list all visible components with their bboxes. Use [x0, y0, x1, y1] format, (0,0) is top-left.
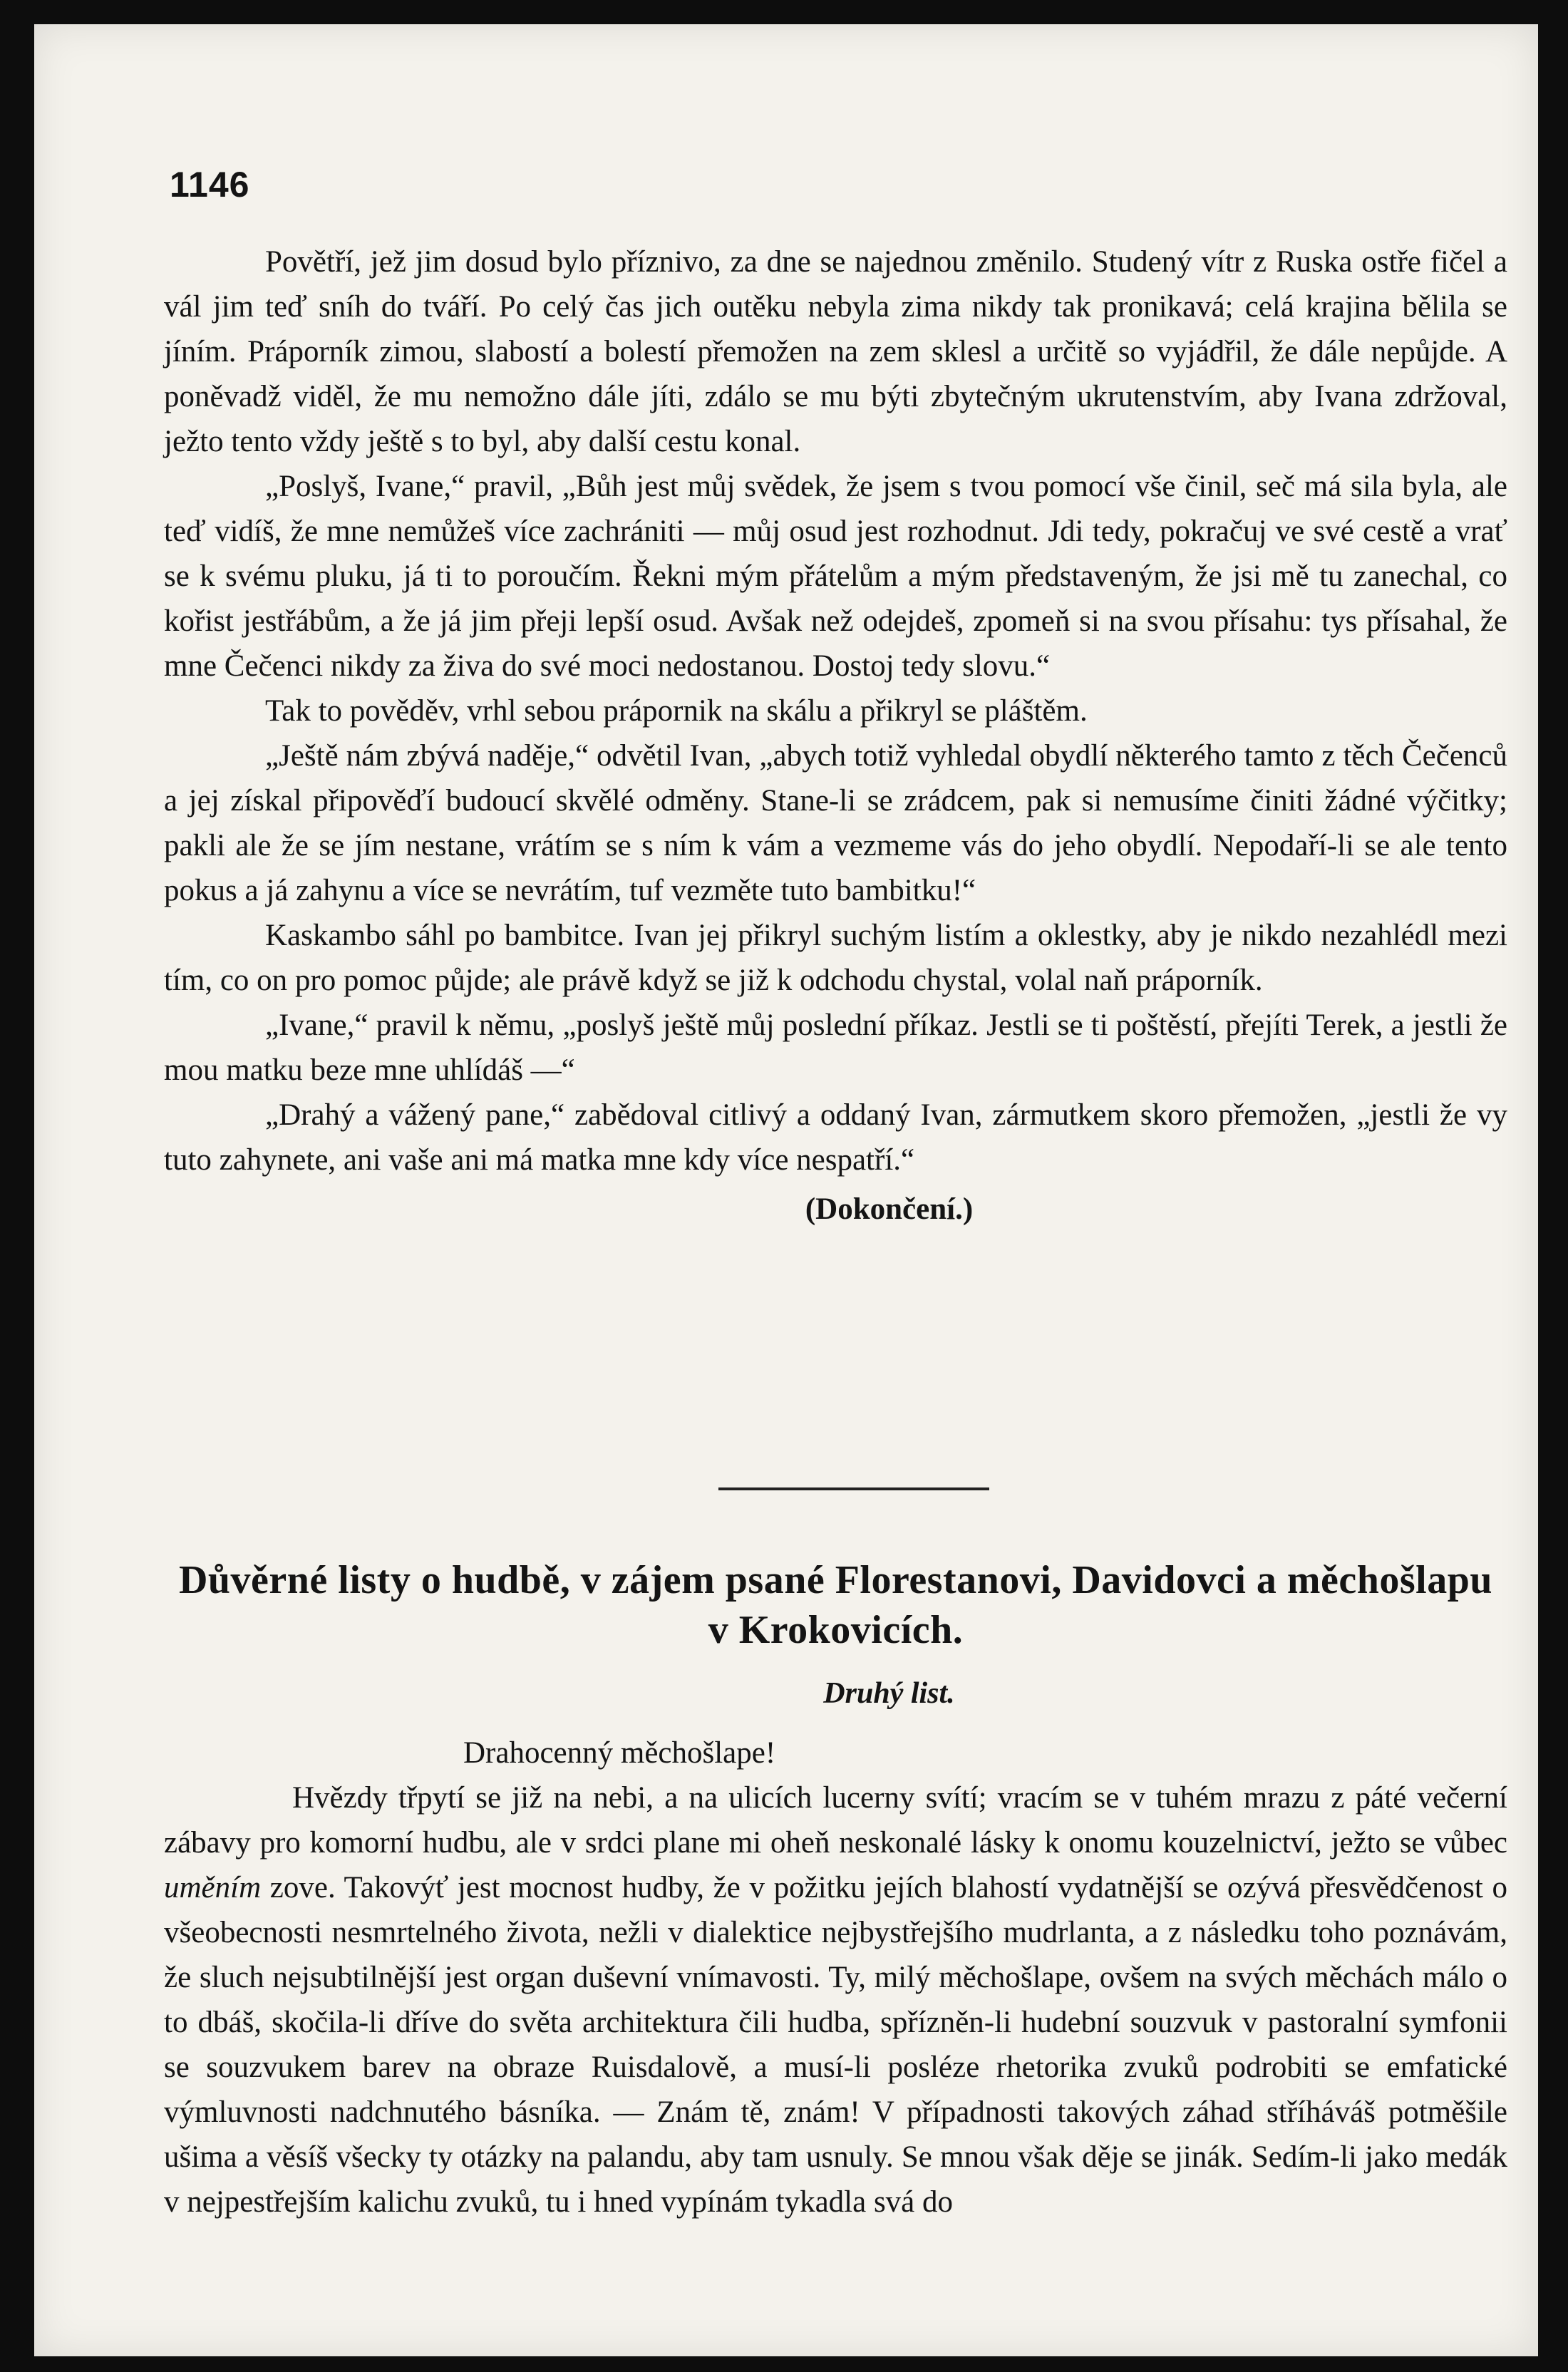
letter-body-text: zove. Takovýť jest mocnost hudby, že v požitku jejích blahostí vydatnější se ozývá přesvědčenost o všeobecnosti nesmrtelného života, nežli v dialektice nejbystřejšího mudrlanta, a z následku toho poznávám, že sluch nejsubtilnější jest organ duševní vnímavosti. Ty, milý měchošlape, ovšem na svých měchách málo o to dbáš, skočila-li dříve do světa architektura čili hudba, spřízněn-li hudební souzvuk v pastoralní symfonii se souzvukem barev na obraze Ruisdalově, a musí-li posléze rhetorika zvuků podrobiti se emfatické výmluvnosti nadchnutého básníka. — Znám tě, znám! V případnosti takových záhad stříháváš potměšile ušima a věsíš všecky ty otázky na palandu, aby tam usnuly. Se mnou však děje se jinák. Sedím-li jako medák v nejpestřejším kalichu zvuků, tu i hned vypínám tykadla svá do: [164, 1871, 1507, 2219]
story-paragraph: Tak to pověděv, vrhl sebou prápornik na skálu a přikryl se pláštěm.: [265, 694, 1088, 728]
letter-salutation: Drahocenný měchošlape!: [463, 1736, 776, 1770]
article-heading: [164, 1555, 1507, 1655]
story-paragraph: „Drahý a vážený pane,“ zabědoval citlivý a oddaný Ivan, zármutkem skoro přemožen, „jestli že vy tuto zahynete, ani vaše ani má matka mne kdy více nespatří.“: [164, 1098, 1507, 1177]
letter-body: [164, 1775, 1507, 2224]
story-paragraph: „Ještě nám zbývá naděje,“ odvětil Ivan, „abych totiž vyhledal obydlí některého tamto z těch Čečenců a jej získal připověďí budoucí skvělé odměny. Stane-li se zrádcem, pak si nemusíme činiti žádné výčitky; pakli ale že se jím nestane, vrátím se s ním k vám a vezmeme vás do jeho obydlí. Nepodaří-li se ale tento pokus a já zahynu a více se nevrátím, tuf vezměte tuto bambitku!“: [164, 739, 1507, 907]
story-paragraph: „Ivane,“ pravil k němu, „poslyš ještě můj poslední příkaz. Jestli se ti poštěstí, přejíti Terek, a jestli že mou matku beze mne uhlídáš —“: [164, 1009, 1507, 1087]
story-section: [164, 239, 1507, 1232]
letter-body-text: Hvězdy třpytí se již na nebi, a na ulicích lucerny svítí; vracím se v tuhém mrazu z páté večerní zábavy pro komorní hudbu, ale v srdci plane mi oheň neskonalé lásky k onomu kouzelnictví, ježto se vůbec: [164, 1781, 1507, 1860]
page-number: 1146: [170, 165, 250, 205]
story-paragraph: „Poslyš, Ivane,“ pravil, „Bůh jest můj svědek, že jsem s tvou pomocí vše činil, seč má sila byla, ale teď vidíš, že mne nemůžeš více zachrániti — můj osud jest rozhodnut. Jdi tedy, pokračuj ve své cestě a vrať se k svému pluku, já ti to poroučím. Řekni mým přátelům a mým představeným, že jsi mě tu zanechal, co kořist jestřábům, a že já jim přeji lepší osud. Avšak než odejdeš, zpomeň si na svou přísahu: tys přísahal, že mne Čečenci nikdy za živa do své moci nedostanou. Dostoj tedy slovu.“: [164, 470, 1507, 683]
article-heading-line-1: Důvěrné listy o hudbě, v zájem psané Florestanovi, Davidovci a měchošlapu: [178, 1558, 1493, 1602]
continued-note: (Dokončení.): [805, 1192, 974, 1226]
article-heading-line-2: v Krokovicích.: [708, 1608, 964, 1652]
section-divider: [718, 1487, 989, 1490]
article-subheading: Druhý list.: [823, 1677, 955, 1710]
document-page: [34, 24, 1538, 2356]
letter-body-emphasis: uměním: [164, 1871, 262, 1904]
letter-section: [164, 1731, 1507, 2224]
story-paragraph: Kaskambo sáhl po bambitce. Ivan jej přikryl suchým listím a oklestky, aby je nikdo nezahlédl mezi tím, co on pro pomoc půjde; ale právě když se již k odchodu chystal, volal naň práporník.: [164, 919, 1507, 997]
story-paragraph: Povětří, jež jim dosud bylo příznivo, za dne se najednou změnilo. Studený vítr z Ruska ostře fičel a vál jim teď sníh do tváří. Po celý čas jich outěku nebyla zima nikdy tak pronikavá; celá krajina bělila se jíním. Práporník zimou, slabostí a bolestí přemožen na zem sklesl a určitě so vyjádřil, že dále nepůjde. A poněvadž viděl, že mu nemožno dále jíti, zdálo se mu býti zbytečným ukrutenstvím, aby Ivana zdržoval, ježto tento vždy ještě s to byl, aby další cestu konal.: [164, 245, 1507, 458]
